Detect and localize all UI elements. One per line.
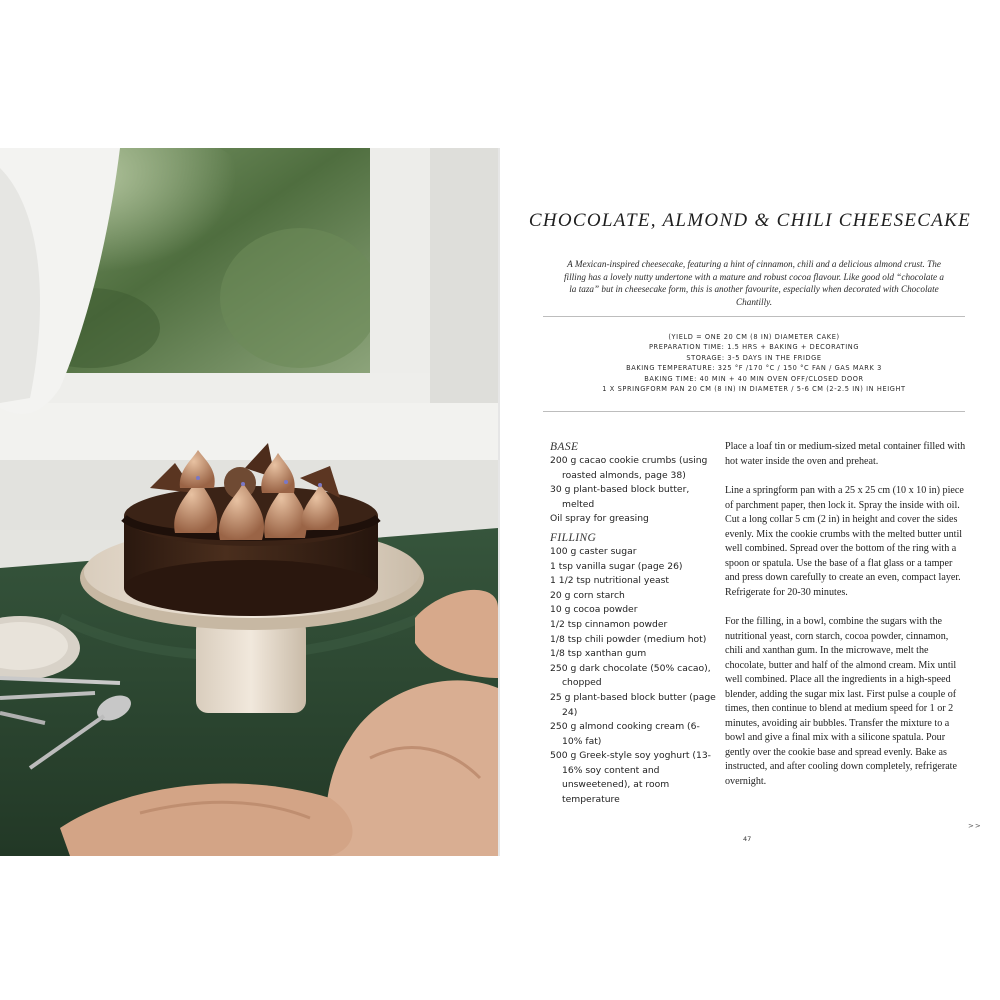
meta-baking-temp: BAKING TEMPERATURE: 325 °F /170 °C / 150 °C FAN / GAS MARK 3 [626,364,882,373]
next-page-marker[interactable]: >> [968,822,982,830]
meta-pan: 1 X SPRINGFORM PAN 20 CM (8 IN) IN DIAMETER / 5-6 CM (2-2.5 IN) IN HEIGHT [602,385,906,394]
divider-bottom [543,411,965,412]
ingredient-item: 100 g caster sugar [550,545,637,557]
ingredient-item: 1 1/2 tsp nutritional yeast [550,575,670,587]
divider-top [543,316,965,317]
book-spread [0,148,1000,856]
ingredient-item: Oil spray for greasing [550,513,649,525]
ingredient-item: 250 g almond cooking cream (6-10% fat) [550,721,700,747]
ingredient-item: 1/2 tsp cinnamon powder [550,618,668,630]
ingredient-item: 250 g dark chocolate (50% cacao), chopped [550,662,711,689]
meta-yield: (YIELD = ONE 20 CM (8 IN) DIAMETER CAKE) [668,333,840,341]
ingredient-item: 500 g Greek-style soy yoghurt (13-16% soy content and unsweetened), at room temperature [550,750,711,806]
ingredient-item: 200 g cacao cookie crumbs (using roasted almonds, page 38) [550,455,708,481]
page-number: 47 [743,835,752,843]
ingredient-item: 1 tsp vanilla sugar (page 26) [550,560,683,572]
method-step: Place a loaf tin or medium-sized metal container filled with hot water inside the oven and preheat. [725,441,966,467]
ingredients-list [550,440,720,808]
recipe-page [500,148,1000,856]
meta-prep-time: PREPARATION TIME: 1.5 HRS + BAKING + DECORATING [648,343,860,352]
recipe-meta [530,332,978,394]
ingredient-item: 30 g plant-based block butter, melted [550,484,690,510]
method-step: For the filling, in a bowl, combine the sugars with the nutritional yeast, corn starch, cocoa powder, cinnamon, chili and xanthan gum. In the microwave, melt the chocolate, butter and half of the almond cream. Mix until well combined. Place all the ingredients in a high-speed blender, adding the sugar mix last. First pulse a couple of times, then continue to blend at medium speed for 1 or 2 minutes, avoiding air bubbles. Transfer the mixture to a bowl and give a final mix with a silicone spatula. Pour gently over the cookie base and spread evenly. Bake as instructed, and after cooling down completely, refrigerate overnight. [725,616,957,787]
cheesecake-photo [0,148,498,856]
base-heading: BASE [550,441,579,453]
filling-heading: FILLING [550,531,597,544]
ingredient-item: 20 g corn starch [550,589,625,601]
ingredient-item: 10 g cocoa powder [550,604,638,616]
ingredient-item: 1/8 tsp chili powder (medium hot) [550,633,707,645]
method-steps [725,440,967,804]
recipe-title: CHOCOLATE, ALMOND & CHILI CHEESECAKE [528,210,972,231]
method-step: Line a springform pan with a 25 x 25 cm (10 x 10 in) piece of parchment paper, then lock it. Spray the inside with oil. Cut a long collar 5 cm (2 in) in height and cover the sides evenly. Mix the cookie crumbs with the melted butter until well combined. Spread over the bottom of the ring with a spoon or spatula. Use the base of a flat glass or a tamper and press down carefully to create an even, compact layer. Refrigerate for 20-30 minutes. [725,485,964,598]
recipe-intro: A Mexican-inspired cheesecake, featuring a hint of cinnamon, chili and a delicious almond crust. The filling has a lovely nutty undertone with a mature and robust cocoa flavour. Like good old “chocolate a la taza” but in cheesecake form, this is another favourite, especially when decorated with Chocolate Chantilly. [563,259,945,307]
ingredient-item: 25 g plant-based block butter (page 24) [550,691,716,718]
ingredient-item: 1/8 tsp xanthan gum [550,648,647,660]
meta-baking-time: BAKING TIME: 40 MIN + 40 MIN OVEN OFF/CLOSED DOOR [644,374,864,383]
meta-storage: STORAGE: 3-5 DAYS IN THE FRIDGE [686,353,822,362]
